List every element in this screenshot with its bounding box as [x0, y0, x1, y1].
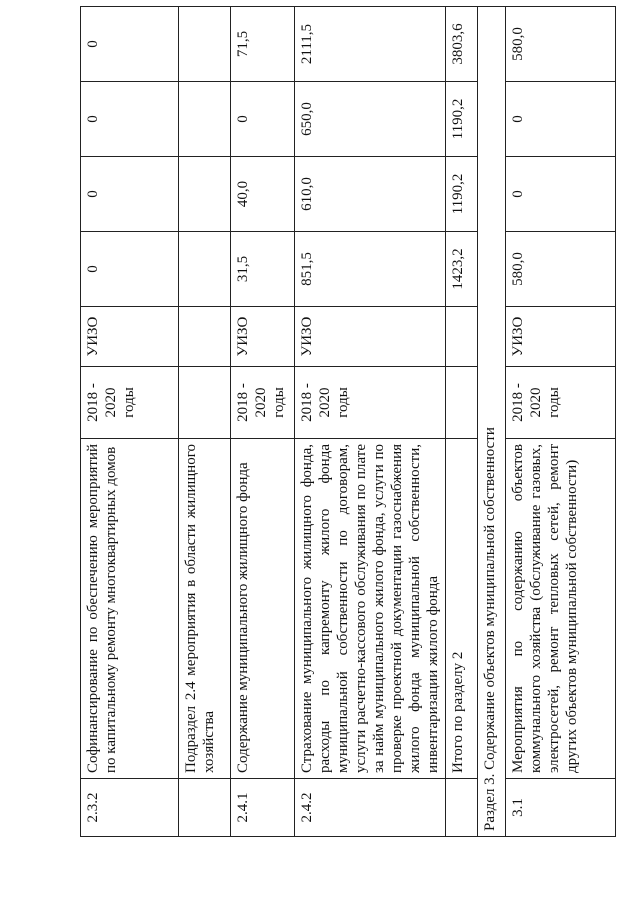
row-value-4: 580,0	[506, 7, 616, 82]
row-period: 2018 - 2020 годы	[81, 367, 179, 439]
table-row	[506, 7, 616, 837]
row-value-2: 610,0	[295, 157, 446, 232]
row-number: 2.3.2	[81, 779, 179, 837]
empty-cell	[179, 367, 231, 439]
row-description: Страхование муниципального жилищного фонда, расходы по капремонту жилого фонда муниципальной собственности по договорам, услуги расчетно-кассового обслуживания по плате за найм муниципального жилого фонда, услуги по проверке проектной документации газоснабжения жилого фонда муниципальной собственности, инвентаризации жилого фонда	[295, 439, 446, 779]
document-page	[80, 7, 620, 837]
table-row	[231, 7, 295, 837]
total-value-3: 1190,2	[446, 82, 478, 157]
row-executor: УИЗО	[81, 307, 179, 367]
table-row	[295, 7, 446, 837]
row-value-1: 580,0	[506, 232, 616, 307]
empty-cell	[179, 7, 231, 82]
row-value-3: 0	[506, 82, 616, 157]
empty-cell	[179, 157, 231, 232]
row-period: 2018 - 2020 годы	[231, 367, 295, 439]
empty-cell	[179, 232, 231, 307]
empty-cell	[446, 307, 478, 367]
row-value-2: 0	[506, 157, 616, 232]
empty-cell	[179, 779, 231, 837]
subsection-title: Подраздел 2.4 мероприятия в области жилищного хозяйства	[179, 439, 231, 779]
row-description: Мероприятия по содержанию объектов коммунального хозяйства (обслуживание газовых, электросетей, ремонт тепловых сетей, ремонт других объектов муниципальной собственности)	[506, 439, 616, 779]
program-table	[80, 6, 616, 837]
row-value-1: 851,5	[295, 232, 446, 307]
row-description: Содержание муниципального жилищного фонда	[231, 439, 295, 779]
row-period: 2018 - 2020 годы	[506, 367, 616, 439]
row-value-4: 0	[81, 7, 179, 82]
total-value-2: 1190,2	[446, 157, 478, 232]
section-row	[478, 7, 506, 837]
row-value-4: 71,5	[231, 7, 295, 82]
row-value-1: 31,5	[231, 232, 295, 307]
row-executor: УИЗО	[295, 307, 446, 367]
row-executor: УИЗО	[231, 307, 295, 367]
row-value-2: 40,0	[231, 157, 295, 232]
row-description: Софинансирование по обеспечению мероприятий по капитальному ремонту многоквартирных домов	[81, 439, 179, 779]
subsection-row	[179, 7, 231, 837]
table-row	[81, 7, 179, 837]
row-value-3: 650,0	[295, 82, 446, 157]
row-number: 2.4.2	[295, 779, 446, 837]
empty-cell	[179, 82, 231, 157]
row-value-2: 0	[81, 157, 179, 232]
row-period: 2018 - 2020 годы	[295, 367, 446, 439]
row-number: 2.4.1	[231, 779, 295, 837]
total-label: Итого по разделу 2	[446, 439, 478, 779]
row-executor: УИЗО	[506, 307, 616, 367]
empty-cell	[446, 779, 478, 837]
total-value-4: 3803,6	[446, 7, 478, 82]
row-value-3: 0	[81, 82, 179, 157]
row-number: 3.1	[506, 779, 616, 837]
empty-cell	[446, 367, 478, 439]
total-value-1: 1423,2	[446, 232, 478, 307]
section-title: Раздел 3. Содержание объектов муниципальной собственности	[478, 7, 506, 837]
row-value-3: 0	[231, 82, 295, 157]
total-row	[446, 7, 478, 837]
empty-cell	[179, 307, 231, 367]
row-value-1: 0	[81, 232, 179, 307]
row-value-4: 2111,5	[295, 7, 446, 82]
